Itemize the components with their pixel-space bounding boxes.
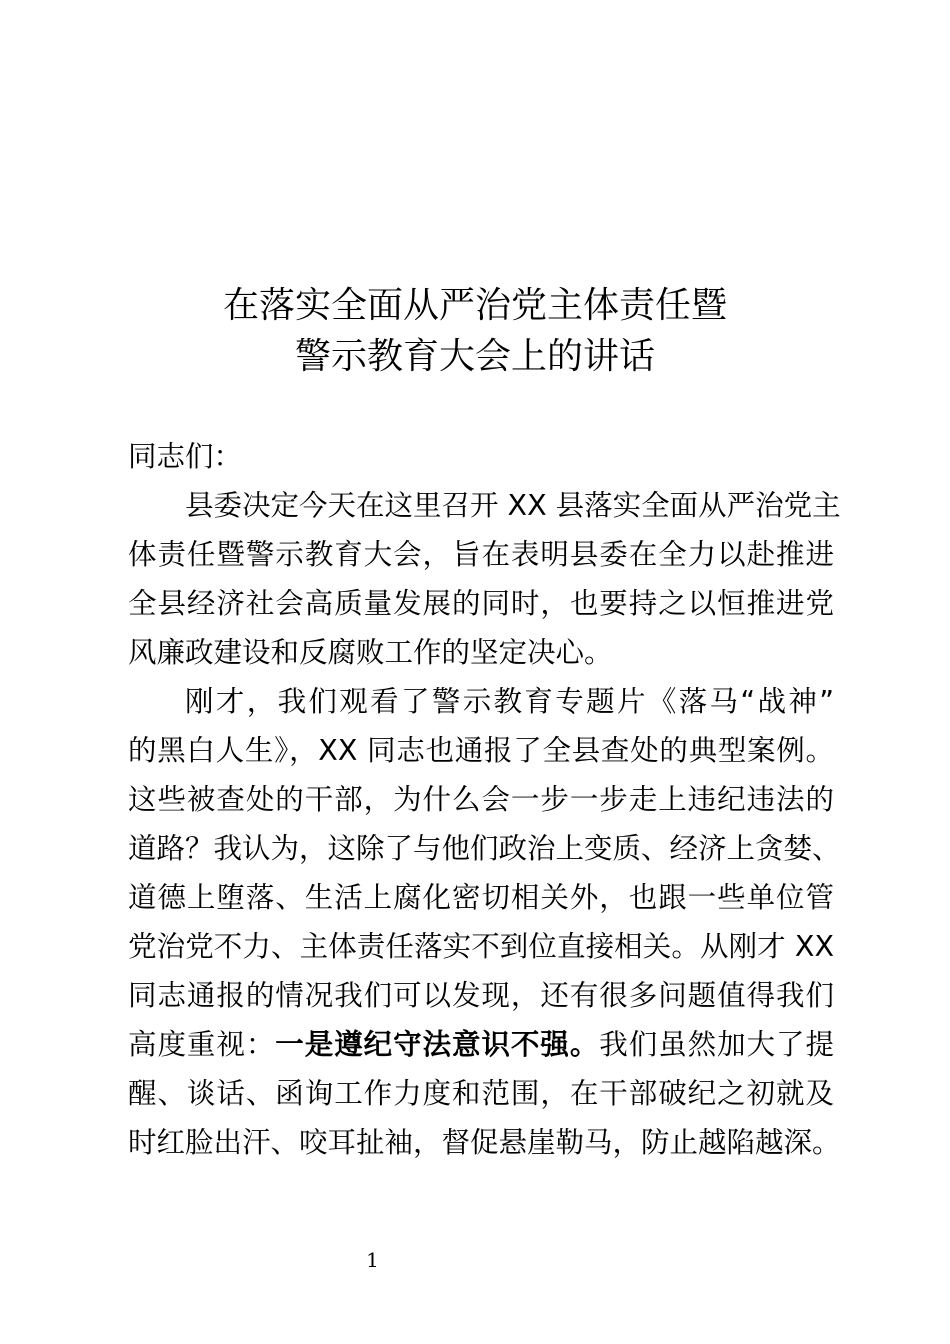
- paragraph-line: 的黑白人生》，XX 同志也通报了全县查处的典型案例。: [128, 734, 834, 767]
- paragraph-1: [128, 481, 841, 677]
- paragraph-line: 体责任暨警示教育大会，旨在表明县委在全力以赴推进: [128, 538, 834, 571]
- paragraph-line: 全县经济社会高质量发展的同时，也要持之以恒推进党: [128, 587, 834, 620]
- paragraph-line: 风廉政建设和反腐败工作的坚定决心。: [128, 636, 613, 669]
- paragraph-line: 道路？我认为，这除了与他们政治上变质、经济上贪婪、: [128, 832, 841, 865]
- paragraph-line: 道德上堕落、生活上腐化密切相关外，也跟一些单位管: [128, 881, 834, 914]
- title-line-2: 警示教育大会上的讲话: [294, 336, 655, 377]
- line-suffix: 我们虽然加大了提: [599, 1028, 834, 1061]
- paragraph-line: 县委决定今天在这里召开 XX 县落实全面从严治党主: [185, 489, 841, 522]
- line-prefix: 高度重视：: [128, 1028, 276, 1061]
- paragraph-line: 刚才，我们观看了警示教育专题片《落马“战神”: [185, 685, 834, 718]
- paragraph-line: 这些被查处的干部，为什么会一步一步走上违纪违法的: [128, 783, 834, 816]
- paragraph-2: [128, 677, 841, 1167]
- bold-key-point: 一是遵纪守法意识不强。: [275, 1028, 600, 1061]
- paragraph-line: 时红脸出汗、咬耳扯袖，督促悬崖勒马，防止越陷越深。: [128, 1126, 841, 1159]
- greeting: 同志们：: [128, 440, 243, 473]
- page-number: 1: [366, 1248, 379, 1272]
- paragraph-line: 党治党不力、主体责任落实不到位直接相关。从刚才 XX: [128, 930, 834, 963]
- paragraph-line: 同志通报的情况我们可以发现，还有很多问题值得我们: [128, 979, 834, 1012]
- paragraph-line: 醒、谈话、函询工作力度和范围，在干部破纪之初就及: [128, 1077, 834, 1110]
- title-line-1: 在落实全面从严治党主体责任暨: [222, 285, 727, 326]
- paragraph-line-mixed: [128, 1020, 834, 1069]
